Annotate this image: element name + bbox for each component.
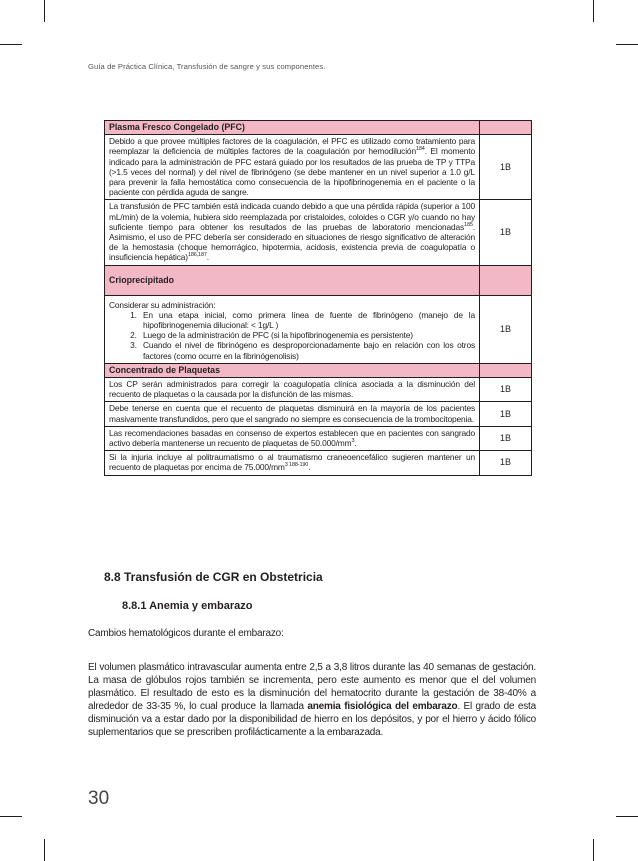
recommendation-text (105, 295, 480, 363)
paragraph-intro: Cambios hematológicos durante el embarazo: (88, 628, 284, 639)
crop-mark (44, 0, 45, 22)
table-row (105, 135, 532, 200)
recommendation-text: Si la injuria incluye al politraumatismo o al traumatismo craneoencefálico sugieren mantener un recuento de plaquetas por encima de $75.000/mm^{3 188-190}$. (105, 451, 480, 475)
recommendation-text: Las recomendaciones basadas en consenso de expertos establecen que en pacientes con sangrado activo debería mantenerse un recuento de plaquetas de $50.000/mm^3$. (105, 426, 480, 450)
page-number: 30 (88, 788, 110, 809)
table-row (105, 402, 532, 426)
section-title: Plasma Fresco Congelado (PFC) (105, 121, 480, 135)
recommendations-table (104, 120, 532, 476)
recommendation-text: Debe tenerse en cuenta que el recuento de plaquetas disminuirá en la mayoría de los pacientes masivamente transfundidos, pero que el sangrado no siempre es consecuencia de la trombocitopenia. (105, 402, 480, 426)
running-head: Guía de Práctica Clínica, Transfusión de sangre y sus componentes. (88, 62, 326, 71)
grade-cell: 1B (480, 200, 532, 265)
section-header-crioprecipitado (105, 265, 532, 295)
list-item: 3. Cuando el nivel de fibrinógeno es desproporcionadamente bajo en relación con los otros factores (como ocurre en la fibrinógenolisis) (139, 340, 475, 360)
recommendation-text: La transfusión de PFC también está indicada cuando debido a que una pérdida rápida (superior a 100 mL/min) de la volemia, hubiera sido reemplazada por cristaloides, coloides o CGR y/o cuando no hay suficiente tiempo para obtener los resultados de las pruebas de laboratorio mencionadas$^{185}$. Asimismo, el uso de PFC debería ser considerado en situaciones de riesgo significativo de alteración de la hemostasia (choque hemorrágico, hipotermia, acidosis, existencia previa de coagulopatía o insuficiencia hepática)$^{186,187}$. (105, 200, 480, 265)
list-item: 2. Luego de la administración de PFC (si la hipofibrinogenemia es persistente) (139, 330, 475, 340)
recommendation-text: Debido a que provee múltiples factores de la coagulación, el PFC es utilizado como tratamiento para reemplazar la deficiencia de múltiples factores de la coagulación por hemodilución$^{184}$. El momento indicado para la administración de PFC estará guiado por los resultados de las prueba de TP y TTPa (>1.5 veces del normal) y del nivel de fibrinógeno (se debe mantener en un nivel superior a 1.0 g/L para prevenir la falla hemostática como consecuencia de la hipofibrinogenemia en el paciente o la paciente con pérdida aguda de sangre. (105, 135, 480, 200)
crop-mark (44, 839, 45, 861)
table-row (105, 426, 532, 450)
list-item: 1. En una etapa inicial, como primera línea de fuente de fibrinógeno (manejo de la hipofibrinogenemia dilucional: < 1g/L ) (139, 310, 475, 330)
section-title: Concentrado de Plaquetas (105, 363, 480, 377)
grade-cell-empty (480, 363, 532, 377)
grade-cell: 1B (480, 378, 532, 402)
crop-mark (616, 816, 638, 817)
table-row (105, 378, 532, 402)
grade-cell-empty (480, 121, 532, 135)
recommendation-text: Los CP serán administrados para corregir la coagulopatía clínica asociada a la disminución del recuento de plaquetas o la causada por la disfunción de las mismas. (105, 378, 480, 402)
grade-cell: 1B (480, 451, 532, 475)
emphasis-term: anemia fisiológica del embarazo (307, 701, 458, 712)
section-title: Crioprecipitado (105, 265, 480, 295)
section-header-plaquetas (105, 363, 532, 377)
crop-mark (593, 839, 594, 861)
grade-cell: 1B (480, 426, 532, 450)
crop-mark (616, 44, 638, 45)
subsection-heading: 8.8.1 Anemia y embarazo (122, 600, 253, 612)
crop-mark (0, 816, 22, 817)
grade-cell: 1B (480, 295, 532, 363)
table-row (105, 200, 532, 265)
section-header-pfc (105, 121, 532, 135)
table-row (105, 295, 532, 363)
grade-cell: 1B (480, 135, 532, 200)
crop-mark (593, 0, 594, 22)
grade-cell-empty (480, 265, 532, 295)
list-intro: Considerar su administración: (109, 299, 216, 310)
numbered-list (109, 310, 475, 361)
crop-mark (0, 44, 22, 45)
grade-cell: 1B (480, 402, 532, 426)
section-heading: 8.8 Transfusión de CGR en Obstetricia (104, 570, 323, 584)
paragraph-body: El volumen plasmático intravascular aumenta entre 2,5 a 3,8 litros durante las 40 semanas de gestación. La masa de glóbulos rojos también se incrementa, pero este aumento es menor que el del volumen plasmático. El resultado de esto es la disminución del hematocrito durante la gestación de 38-40% a alrededor de 33-35 %, lo cual produce la llamada anemia fisiológica del embarazo. El grado de esta disminución va a estar dado por la disponibilidad de hierro en los depósitos, y por el hierro y ácido fólico suplementarios que se prescriben profilácticamente a la embarazada. (88, 662, 536, 738)
table-row (105, 451, 532, 475)
